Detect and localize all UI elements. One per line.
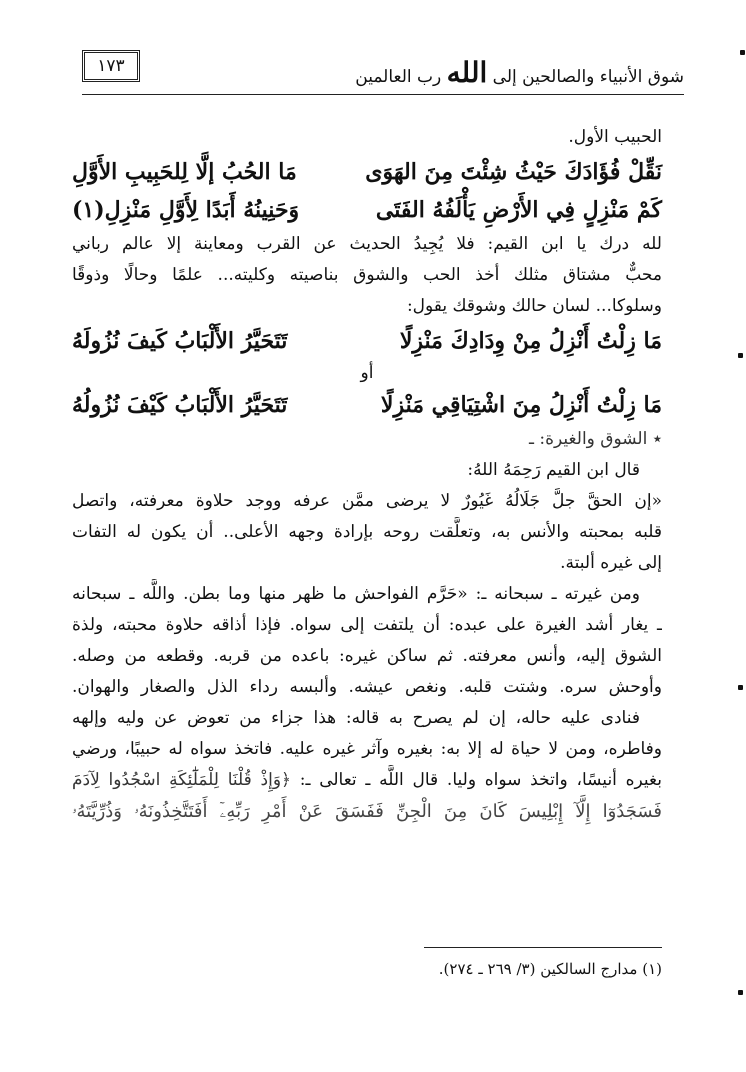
footnote: (١) مدارج السالكين (٣/ ٢٦٩ ـ ٢٧٤).: [438, 960, 662, 978]
text-line: لله درك يا ابن القيم: فلا يُجِيدُ الحديث عن القرب ومعاينة إلا عالم رباني: [72, 234, 662, 254]
text-line: ومن غيرته ـ سبحانه ـ: «حَرَّم الفواحش ما ظهر منها وما بطن. واللَّه ـ سبحانه: [72, 584, 640, 604]
text-segment: بغيره أنيسًا، واتخذ سواه وليا. قال اللَّه ـ تعالى ـ:: [299, 770, 662, 790]
verse-hemistich: مَا زِلْتُ أَنْزِلُ مِنَ اشْتِيَاقِي مَنْزِلًا: [380, 392, 662, 418]
running-title-allah: الله: [446, 56, 488, 89]
text-line: وفاطره، ومن لا حياة له إلا به: بغيره وآثر غيره عليه. فاتخذ سواه له حبيبًا، ورضي: [72, 739, 662, 759]
running-title: [355, 56, 684, 89]
footnote-divider: [424, 947, 662, 948]
text-line: ـ يغار أشد الغيرة على عبده: أن يلتفت إلى سواه. فإذا أذاقه حلاوة محبته، ولذة: [72, 615, 662, 635]
header-divider: [82, 94, 684, 95]
verse-line: [72, 191, 662, 229]
quran-verse: ﴿وَإِذْ قُلْنَا لِلْمَلَٰٓئِكَةِ اسْجُدُوا لِآدَمَ: [72, 770, 291, 790]
running-title-pre: شوق الأنبياء والصالحين إلى: [492, 67, 684, 87]
verse-line: [72, 322, 662, 360]
margin-mark: [740, 50, 745, 55]
text-line: الشوق إليه، وأنس معرفته. ثم ساكن غيره: باعده من قربه. وقطعه من وصله.: [72, 646, 662, 666]
text-line: إلى غيره ألبتة.: [560, 553, 662, 573]
margin-mark: [738, 685, 743, 690]
text-line: وأوحش سره. وشتت قلبه. ونغص عيشه. وألبسه رداء الذل والصغار والهوان.: [72, 677, 662, 697]
verse-hemistich: وَحَنِينُهُ أَبَدًا لِأَوَّلِ مَنْزِلِ(١): [72, 197, 300, 223]
text-line: محبٌّ مشتاق مثلك أخذ الحب والشوق بناصيته وكليته... علمًا وحالًا وذوقًا: [72, 265, 662, 285]
text-line: «إن الحقَّ جلَّ جَلَالُهُ غَيُورٌ لا يرضى ممَّن عرفه ووجد حلاوة معرفته، واتصل: [72, 491, 662, 511]
verse-hemistich: كَمْ مَنْزِلٍ فِي الأَرْضِ يَأْلَفُهُ الفَتَى: [375, 197, 662, 223]
text-line: [72, 765, 662, 796]
verse-line: [72, 153, 662, 191]
section-heading: ٭ الشوق والغيرة: ـ: [529, 429, 662, 449]
page-header: [82, 44, 684, 94]
verse-hemistich: مَا زِلْتُ أَنْزِلُ مِنْ وِدَادِكَ مَنْزِلًا: [399, 328, 662, 354]
page-body: [72, 122, 662, 828]
text-line: فنادى عليه حاله، إن لم يصرح به قاله: هذا جزاء من تعوض عن وليه وإلهه: [72, 708, 640, 728]
verse-separator: أو: [360, 363, 374, 383]
verse-hemistich: مَا الحُبُ إلَّا لِلحَبِيبِ الأَوَّلِ: [72, 159, 297, 185]
verse-hemistich: تَتَحَيَّرُ الأَلْبَابُ كَيْفَ نُزُولُهُ: [72, 392, 288, 418]
text-line: الحبيب الأول.: [568, 127, 662, 147]
page-number: ١٧٣: [82, 50, 140, 82]
verse-line: [72, 386, 662, 424]
quran-verse-line: فَسَجَدُوٓا إِلَّآ إِبْلِيسَ كَانَ مِنَ الْجِنِّ فَفَسَقَ عَنْ أَمْرِ رَبِّهِۦٓ أَفَتَتَّخِذُونَهُۥ وَذُرِّيَّتَهُۥ: [72, 801, 662, 822]
margin-mark: [738, 990, 743, 995]
text-line: قال ابن القيم رَحِمَهُ اللهُ:: [467, 460, 640, 480]
margin-mark: [738, 353, 743, 358]
verse-hemistich: تَتَحَيَّرُ الأَلْبَابُ كَيفَ نُزُولَهُ: [72, 328, 288, 354]
running-title-post: رب العالمين: [355, 67, 442, 87]
text-line: قلبه بمحبته والأنس به، وتعلَّقت روحه بإرادة وجهه الأعلى.. أن يكون له التفات: [72, 522, 662, 542]
text-line: وسلوكا... لسان حالك وشوقك يقول:: [406, 296, 662, 316]
verse-hemistich: نَقِّلْ فُؤَادَكَ حَيْثُ شِئْتَ مِنَ الهَوَى: [365, 159, 662, 185]
